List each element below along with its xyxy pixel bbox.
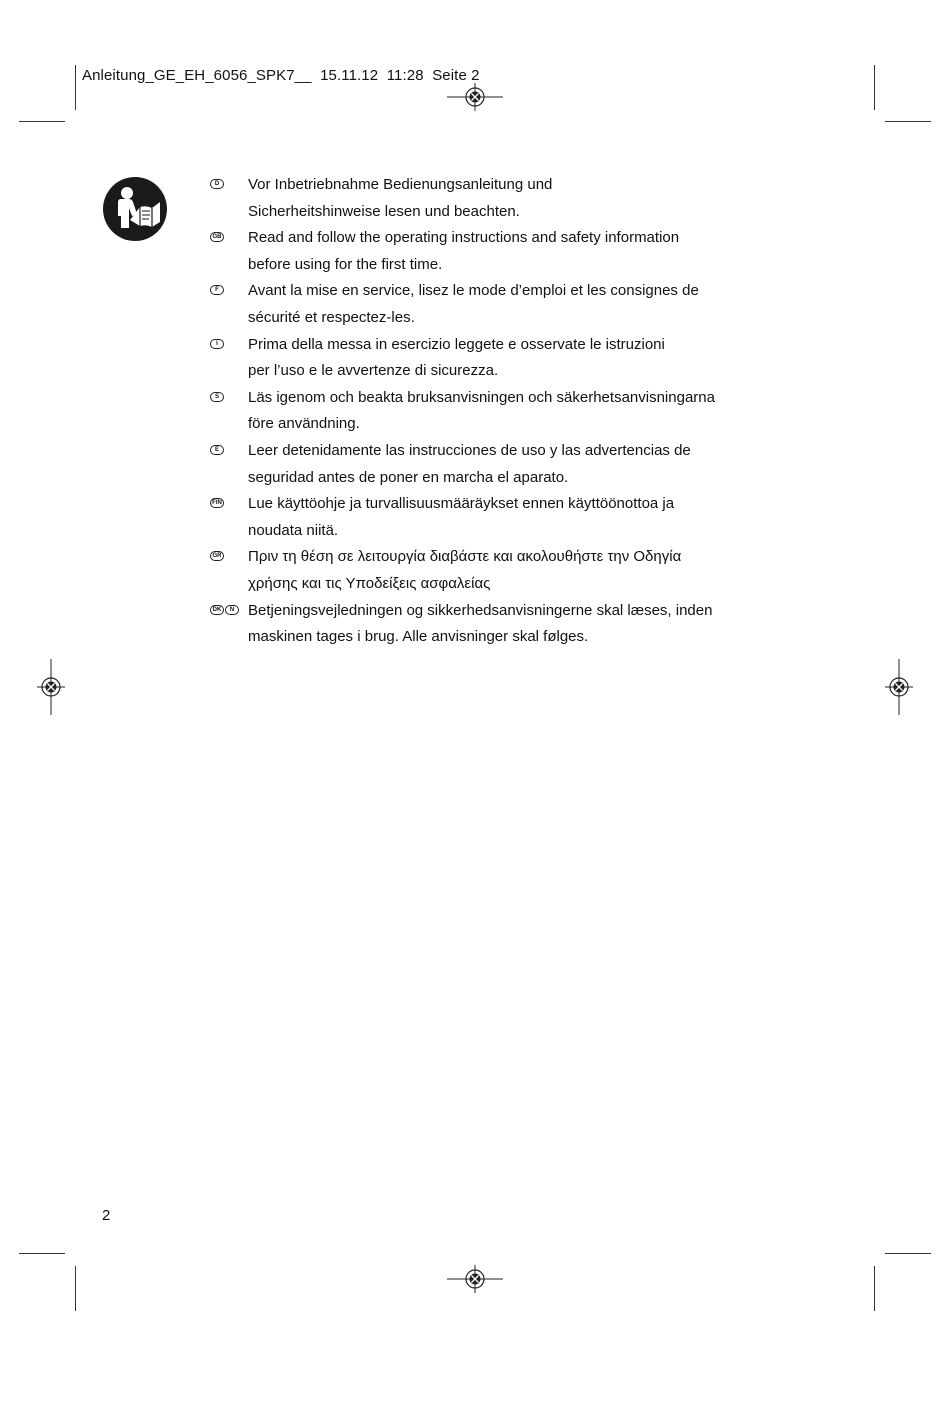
language-code-badge: GB	[210, 232, 224, 242]
page-number: 2	[102, 1207, 111, 1224]
instruction-text-line: Prima della messa in esercizio leggete e osservate le istruzioni	[248, 335, 665, 353]
crop-mark-tl-horizontal	[19, 121, 65, 122]
language-code-badges	[210, 445, 224, 455]
language-entry	[208, 225, 768, 278]
crop-mark-tr-horizontal	[885, 121, 931, 122]
slug-filename: Anleitung_GE_EH_6056_SPK7__	[82, 67, 312, 84]
crop-mark-tl-vertical	[75, 65, 76, 110]
language-entry	[208, 491, 768, 544]
language-code-badge: D	[210, 179, 224, 189]
print-slug-header	[82, 67, 480, 84]
language-code-badge: F	[210, 285, 224, 295]
instruction-text-line: Leer detenidamente las instrucciones de uso y las advertencias de	[248, 441, 691, 459]
language-code-badge: N	[225, 605, 239, 615]
slug-date: 15.11.12	[320, 67, 379, 84]
instruction-text-line: sécurité et respectez-les.	[248, 308, 415, 326]
instruction-text-line: Read and follow the operating instructions and safety information	[248, 229, 680, 247]
instruction-text-line: before using for the first time.	[248, 255, 443, 273]
slug-page-label: Seite 2	[432, 67, 480, 84]
instruction-text-line: Läs igenom och beakta bruksanvisningen och säkerhetsanvisningarna	[248, 388, 715, 406]
language-code-badge: E	[210, 445, 224, 455]
instruction-text-line: före användning.	[248, 415, 360, 433]
crop-mark-tr-vertical	[874, 65, 875, 110]
instruction-text-line: Lue käyttöohje ja turvallisuusmääräykset ennen käyttöönottoa ja	[248, 495, 675, 513]
language-code-badges	[210, 605, 239, 615]
instruction-text-line: maskinen tages i brug. Alle anvisninger skal følges.	[248, 628, 589, 646]
language-code-badge: GR	[210, 551, 224, 561]
read-manual-icon	[102, 176, 168, 242]
language-code-badges	[210, 498, 224, 508]
instruction-text-line: χρήσης και τις Υποδείξεις ασφαλείας	[248, 574, 491, 592]
slug-time: 11:28	[386, 67, 424, 84]
crop-mark-br-horizontal	[885, 1253, 931, 1254]
crop-mark-bl-horizontal	[19, 1253, 65, 1254]
instruction-text-line: noudata niitä.	[248, 521, 339, 539]
language-code-badge: DK	[210, 605, 224, 615]
instruction-text-line: seguridad antes de poner en marcha el aparato.	[248, 468, 569, 486]
language-code-badges	[210, 392, 224, 402]
language-entry	[208, 172, 768, 225]
language-code-badges	[210, 551, 224, 561]
registration-mark-icon	[23, 659, 79, 715]
language-code-badges	[210, 179, 224, 189]
language-entry	[208, 385, 768, 438]
language-code-badge: FIN	[210, 498, 224, 508]
instruction-text-line: Sicherheitshinweise lesen und beachten.	[248, 202, 520, 220]
crop-mark-bl-vertical	[75, 1266, 76, 1311]
language-entry	[208, 544, 768, 597]
instruction-text-line: Avant la mise en service, lisez le mode d’emploi et les consignes de	[248, 282, 699, 300]
language-entry	[208, 598, 768, 651]
safety-instructions-list	[208, 172, 768, 651]
instruction-text-line: Vor Inbetriebnahme Bedienungsanleitung und	[248, 176, 553, 193]
language-entry	[208, 332, 768, 385]
language-code-badges	[210, 339, 224, 349]
instruction-text-line: Πριν τη θέση σε λειτουργία διαβάστε και ακολουθήστε την Οδηγία	[248, 548, 682, 566]
language-code-badge: I	[210, 339, 224, 349]
instruction-text-line: per l’uso e le avvertenze di sicurezza.	[248, 362, 499, 380]
crop-mark-br-vertical	[874, 1266, 875, 1311]
registration-mark-icon	[871, 659, 927, 715]
language-entry	[208, 278, 768, 331]
language-code-badges	[210, 285, 224, 295]
language-code-badges	[210, 232, 224, 242]
language-code-badge: S	[210, 392, 224, 402]
registration-mark-icon	[447, 1251, 503, 1307]
instruction-text-line: Betjeningsvejledningen og sikkerhedsanvisningerne skal læses, inden	[248, 601, 713, 619]
language-entry	[208, 438, 768, 491]
